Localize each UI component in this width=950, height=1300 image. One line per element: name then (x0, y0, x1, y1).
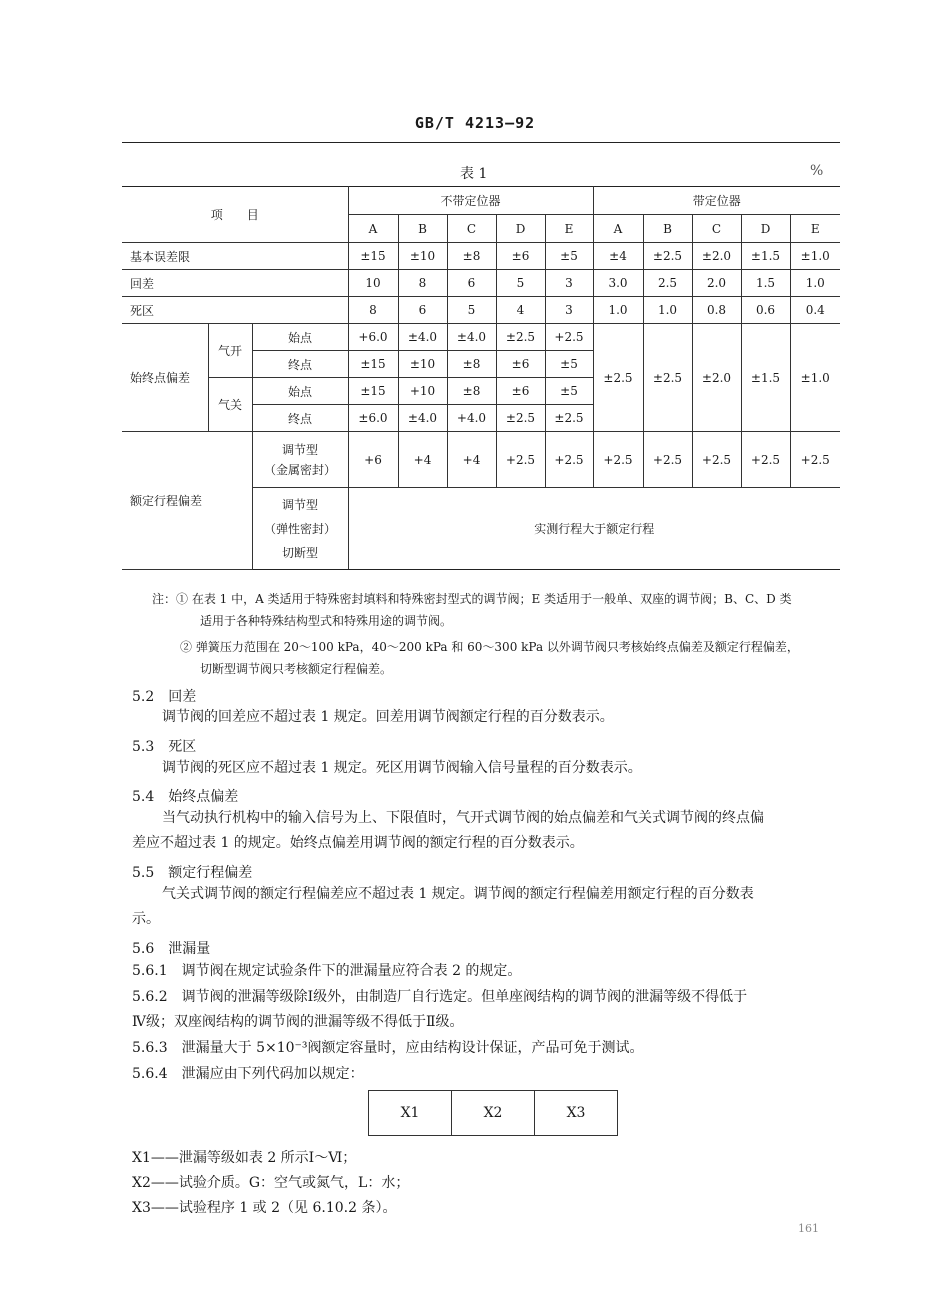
row-label: 回差 (122, 270, 348, 297)
class-header: D (741, 215, 790, 243)
table-cell: 实测行程大于额定行程 (348, 488, 840, 570)
class-header: E (790, 215, 840, 243)
table-cell: ±4.0 (398, 324, 447, 351)
section-5-6-2-line-1: 5.6.2 调节阀的泄漏等级除Ⅰ级外，由制造厂自行选定。但单座阀结构的调节阀的泄漏等级不得低于 (132, 989, 748, 1005)
section-5-4-text-2: 差应不超过表 1 的规定。始终点偏差用调节阀的额定行程的百分数表示。 (132, 835, 584, 851)
table-cell: 6 (398, 297, 447, 324)
table-cell: +2.5 (643, 432, 692, 488)
table-cell: ±5 (545, 243, 593, 270)
table-cell: 3.0 (593, 270, 643, 297)
table-cell: 4 (496, 297, 545, 324)
section-5-4-title: 5.4 始终点偏差 (132, 789, 239, 805)
table-cell: +2.5 (545, 432, 593, 488)
table-cell: +2.5 (496, 432, 545, 488)
note-2-line-1: ② 弹簧压力范围在 20～100 kPa，40～200 kPa 和 60～300 kPa 以外调节阀只考核始终点偏差及额定行程偏差， (180, 640, 799, 654)
sub-label: 始点 (252, 378, 348, 405)
class-header: E (545, 215, 593, 243)
table-cell: ±8 (447, 243, 496, 270)
table-cell: +4 (398, 432, 447, 488)
row-basic-error (122, 243, 840, 270)
table-cell: ±2.0 (692, 324, 741, 432)
table-cell: ±15 (348, 243, 398, 270)
group-no-positioner: 不带定位器 (348, 187, 593, 215)
table-cell: 0.8 (692, 297, 741, 324)
class-header: A (593, 215, 643, 243)
section-5-2-text: 调节阀的回差应不超过表 1 规定。回差用调节阀额定行程的百分数表示。 (162, 709, 614, 725)
table-cell: 5 (447, 297, 496, 324)
table-cell: ±6 (496, 243, 545, 270)
table-cell: 0.6 (741, 297, 790, 324)
code-def-x1: X1——泄漏等级如表 2 所示Ⅰ～Ⅵ； (132, 1150, 357, 1166)
section-5-5-text-1: 气关式调节阀的额定行程偏差应不超过表 1 规定。调节阀的额定行程偏差用额定行程的百分数表 (162, 886, 754, 902)
class-header: C (692, 215, 741, 243)
sub-label: 终点 (252, 351, 348, 378)
table-cell: 8 (348, 297, 398, 324)
table-cell: +2.5 (545, 324, 593, 351)
table-cell: ±5 (545, 351, 593, 378)
table-cell: 2.0 (692, 270, 741, 297)
table-cell: ±8 (447, 351, 496, 378)
sub-label: 始点 (252, 324, 348, 351)
table-cell: ±4.0 (447, 324, 496, 351)
class-header: A (348, 215, 398, 243)
table-cell: 10 (348, 270, 398, 297)
table-cell: +2.5 (692, 432, 741, 488)
row-hysteresis (122, 270, 840, 297)
section-5-6-1: 5.6.1 调节阀在规定试验条件下的泄漏量应符合表 2 的规定。 (132, 963, 522, 979)
table-cell: ±6 (496, 378, 545, 405)
sub-label: 气开 (208, 324, 252, 378)
table-cell: 3 (545, 270, 593, 297)
table-cell: ±2.5 (496, 324, 545, 351)
section-5-5-title: 5.5 额定行程偏差 (132, 865, 253, 881)
table-cell: 0.4 (790, 297, 840, 324)
table-cell: ±6.0 (348, 405, 398, 432)
group-with-positioner: 带定位器 (593, 187, 840, 215)
table-cell: ±15 (348, 378, 398, 405)
table-cell: ±5 (545, 378, 593, 405)
table-cell: 1.5 (741, 270, 790, 297)
table-1 (122, 186, 840, 570)
table-cell: +2.5 (790, 432, 840, 488)
code-def-x3: X3——试验程序 1 或 2（见 6.10.2 条）。 (132, 1200, 397, 1216)
sub-label: 调节型 （金属密封） (252, 432, 348, 488)
code-def-x2: X2——试验介质。G：空气或氮气，L：水； (132, 1175, 410, 1191)
table-cell: ±2.5 (545, 405, 593, 432)
row-rated-metal (122, 432, 840, 488)
table-cell: 1.0 (643, 297, 692, 324)
sub-label: 终点 (252, 405, 348, 432)
note-1-line-2: 适用于各种特殊结构型式和特殊用途的调节阀。 (200, 614, 453, 628)
section-5-6-3: 5.6.3 泄漏量大于 5×10⁻³阀额定容量时，应由结构设计保证，产品可免于测试。 (132, 1040, 644, 1056)
table-cell: ±1.5 (741, 243, 790, 270)
table-cell: ±2.5 (643, 243, 692, 270)
note-2-line-2: 切断型调节阀只考核额定行程偏差。 (200, 662, 393, 676)
note-1-line-1: 注：① 在表 1 中，A 类适用于特殊密封填料和特殊密封型式的调节阀；E 类适用于一般单、双座的调节阀；B、C、D 类 (152, 592, 792, 606)
section-5-4-text-1: 当气动执行机构中的输入信号为上、下限值时，气开式调节阀的始点偏差和气关式调节阀的终点偏 (162, 810, 764, 826)
row-label: 死区 (122, 297, 348, 324)
table-unit: % (810, 163, 824, 179)
table-cell: 1.0 (790, 270, 840, 297)
section-5-6-title: 5.6 泄漏量 (132, 941, 211, 957)
class-header: C (447, 215, 496, 243)
table-cell: ±4.0 (398, 405, 447, 432)
table-cell: ±2.5 (643, 324, 692, 432)
row-label: 额定行程偏差 (122, 432, 252, 570)
section-5-6-4: 5.6.4 泄漏应由下列代码加以规定： (132, 1066, 364, 1082)
sub-label: 气关 (208, 378, 252, 432)
table-cell: 8 (398, 270, 447, 297)
code-cell: X1 (369, 1091, 452, 1136)
table-cell: ±15 (348, 351, 398, 378)
item-header: 项 目 (122, 187, 348, 243)
table-cell: ±1.0 (790, 243, 840, 270)
table-cell: ±8 (447, 378, 496, 405)
section-5-3-text: 调节阀的死区应不超过表 1 规定。死区用调节阀输入信号量程的百分数表示。 (162, 760, 642, 776)
row-endpoint-open-start (122, 324, 840, 351)
page-number: 161 (798, 1222, 819, 1235)
sub-label: 调节型 （弹性密封） 切断型 (252, 488, 348, 570)
table-caption: 表 1 (460, 166, 488, 182)
row-label: 基本误差限 (122, 243, 348, 270)
table-cell: 6 (447, 270, 496, 297)
table-cell: +10 (398, 378, 447, 405)
table-cell: 3 (545, 297, 593, 324)
table-cell: 5 (496, 270, 545, 297)
header-rule (122, 142, 840, 143)
table-cell: +4.0 (447, 405, 496, 432)
table-cell: ±1.5 (741, 324, 790, 432)
table-cell: ±2.5 (496, 405, 545, 432)
table-cell: ±10 (398, 243, 447, 270)
class-header: D (496, 215, 545, 243)
table-cell: ±1.0 (790, 324, 840, 432)
class-header: B (398, 215, 447, 243)
section-5-3-title: 5.3 死区 (132, 739, 197, 755)
table-cell: +4 (447, 432, 496, 488)
leakage-code-table (368, 1090, 618, 1136)
table-cell: ±2.5 (593, 324, 643, 432)
table-cell: +6 (348, 432, 398, 488)
row-label: 始终点偏差 (122, 324, 208, 432)
table-cell: ±10 (398, 351, 447, 378)
section-5-6-2-line-2: Ⅳ级；双座阀结构的调节阀的泄漏等级不得低于Ⅱ级。 (132, 1014, 464, 1030)
document-header: GB/T 4213—92 (414, 114, 536, 132)
row-dead-band (122, 297, 840, 324)
table-cell: 1.0 (593, 297, 643, 324)
table-cell: +2.5 (593, 432, 643, 488)
table-cell: 2.5 (643, 270, 692, 297)
class-header: B (643, 215, 692, 243)
table-cell: +2.5 (741, 432, 790, 488)
table-cell: ±4 (593, 243, 643, 270)
table-cell: ±6 (496, 351, 545, 378)
code-cell: X3 (535, 1091, 618, 1136)
section-5-5-text-2: 示。 (132, 911, 160, 927)
table-cell: +6.0 (348, 324, 398, 351)
section-5-2-title: 5.2 回差 (132, 689, 197, 705)
code-cell: X2 (452, 1091, 535, 1136)
table-cell: ±2.0 (692, 243, 741, 270)
